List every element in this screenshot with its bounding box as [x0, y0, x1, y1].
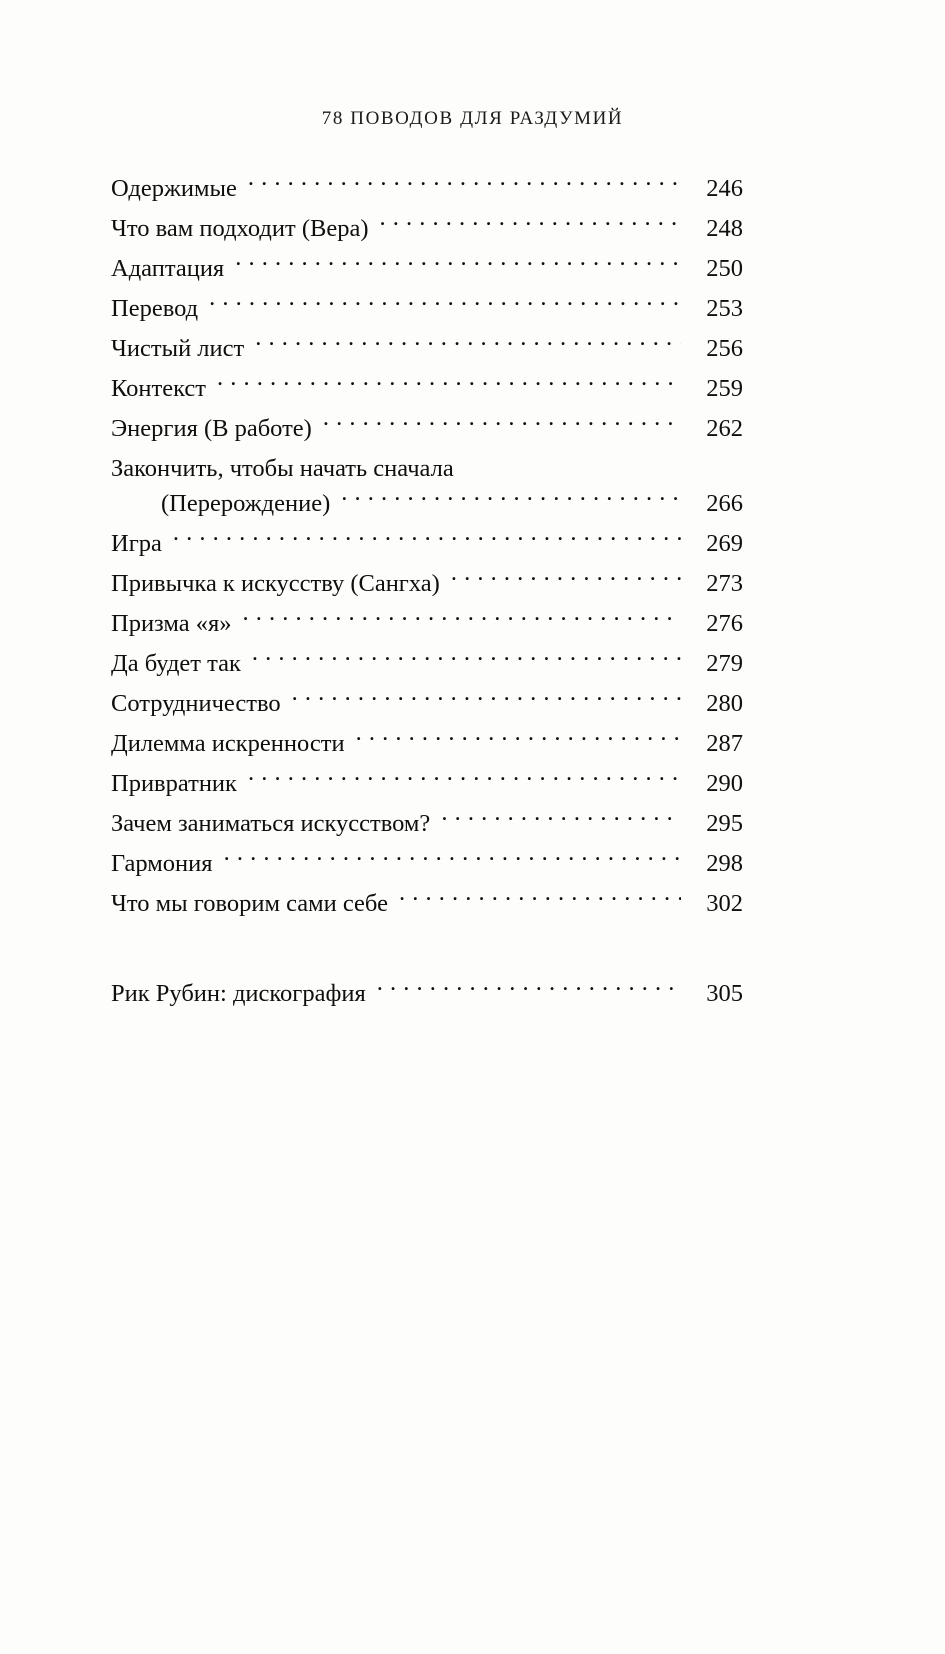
- toc-entry-page: 280: [706, 689, 743, 717]
- toc-entry-page: 276: [706, 609, 743, 637]
- toc-leader-dots: [224, 846, 681, 871]
- table-of-contents: [111, 168, 743, 1013]
- toc-entry[interactable]: [111, 328, 743, 368]
- toc-entry[interactable]: [111, 288, 743, 328]
- toc-entry-page: 302: [706, 889, 743, 917]
- toc-entry[interactable]: [111, 723, 743, 763]
- toc-entry-title: Перевод: [111, 294, 199, 322]
- toc-entry-page: 295: [706, 809, 743, 837]
- toc-leader-dots: [451, 566, 681, 591]
- toc-entry-page: 305: [706, 979, 743, 1007]
- toc-section-gap: [111, 923, 743, 973]
- toc-entry-title: Гармония: [111, 849, 213, 877]
- toc-entry[interactable]: [111, 368, 743, 408]
- toc-entry-title-line1: Закончить, чтобы начать сначала: [111, 454, 454, 482]
- toc-entry-page: 248: [706, 214, 743, 242]
- toc-entry[interactable]: [111, 643, 743, 683]
- toc-leader-dots: [217, 371, 681, 396]
- toc-entry-title: Адаптация: [111, 254, 225, 282]
- toc-entry-page: 259: [706, 374, 743, 402]
- toc-entry[interactable]: [111, 683, 743, 723]
- toc-entry-page: 298: [706, 849, 743, 877]
- toc-entry-page: 287: [706, 729, 743, 757]
- toc-entry-page: 246: [706, 174, 743, 202]
- toc-leader-dots: [255, 331, 681, 356]
- toc-entry[interactable]: [111, 843, 743, 883]
- toc-leader-dots: [377, 976, 681, 1001]
- toc-entry[interactable]: [111, 168, 743, 208]
- toc-entry-title: Что вам подходит (Вера): [111, 214, 369, 242]
- toc-entry-title: Сотрудничество: [111, 689, 281, 717]
- toc-leader-dots: [341, 486, 681, 511]
- toc-entry[interactable]: [111, 408, 743, 448]
- toc-leader-dots: [379, 211, 681, 236]
- toc-entry-title: Привычка к искусству (Сангха): [111, 569, 440, 597]
- toc-entry[interactable]: [111, 563, 743, 603]
- toc-entry-title: Дилемма искренности: [111, 729, 345, 757]
- toc-leader-dots: [248, 171, 681, 196]
- toc-entry-page: 279: [706, 649, 743, 677]
- toc-entry-title: Рик Рубин: дискография: [111, 979, 366, 1007]
- toc-entry-title: Да будет так: [111, 649, 241, 677]
- toc-entry-title: (Перерождение): [161, 489, 331, 517]
- toc-entry-title: Контекст: [111, 374, 206, 402]
- toc-entry-page: 273: [706, 569, 743, 597]
- toc-entry-title: Привратник: [111, 769, 237, 797]
- toc-leader-dots: [252, 646, 681, 671]
- toc-entry-page: 269: [706, 529, 743, 557]
- toc-entry-title: Одержимые: [111, 174, 237, 202]
- toc-entry[interactable]: [111, 603, 743, 643]
- toc-entry[interactable]: [111, 883, 743, 923]
- toc-entry[interactable]: [111, 803, 743, 843]
- toc-entry-page: 250: [706, 254, 743, 282]
- toc-entry-title: Игра: [111, 529, 162, 557]
- toc-leader-dots: [441, 806, 681, 831]
- toc-entry[interactable]: [111, 523, 743, 563]
- toc-entry-title: Чистый лист: [111, 334, 245, 362]
- toc-entry[interactable]: [111, 448, 743, 523]
- toc-entry-title: Призма «я»: [111, 609, 232, 637]
- toc-leader-dots: [323, 411, 681, 436]
- toc-entry[interactable]: [111, 763, 743, 803]
- toc-leader-dots: [356, 726, 681, 751]
- toc-entry-discography[interactable]: [111, 973, 743, 1013]
- toc-leader-dots: [292, 686, 681, 711]
- toc-entry-title: Что мы говорим сами себе: [111, 889, 388, 917]
- toc-leader-dots: [243, 606, 682, 631]
- toc-entry-page: 262: [706, 414, 743, 442]
- toc-entry-page: 290: [706, 769, 743, 797]
- toc-leader-dots: [235, 251, 681, 276]
- toc-leader-dots: [399, 886, 681, 911]
- running-head: 78 ПОВОДОВ ДЛЯ РАЗДУМИЙ: [321, 108, 624, 129]
- toc-entry[interactable]: [111, 208, 743, 248]
- toc-entry-title: Энергия (В работе): [111, 414, 312, 442]
- toc-entry-title: Зачем заниматься искусством?: [111, 809, 431, 837]
- toc-entry-page: 256: [706, 334, 743, 362]
- toc-leader-dots: [173, 526, 681, 551]
- toc-entry[interactable]: [111, 248, 743, 288]
- toc-leader-dots: [248, 766, 681, 791]
- toc-entry-page: 253: [706, 294, 743, 322]
- toc-entry-page: 266: [706, 489, 743, 517]
- toc-leader-dots: [209, 291, 681, 316]
